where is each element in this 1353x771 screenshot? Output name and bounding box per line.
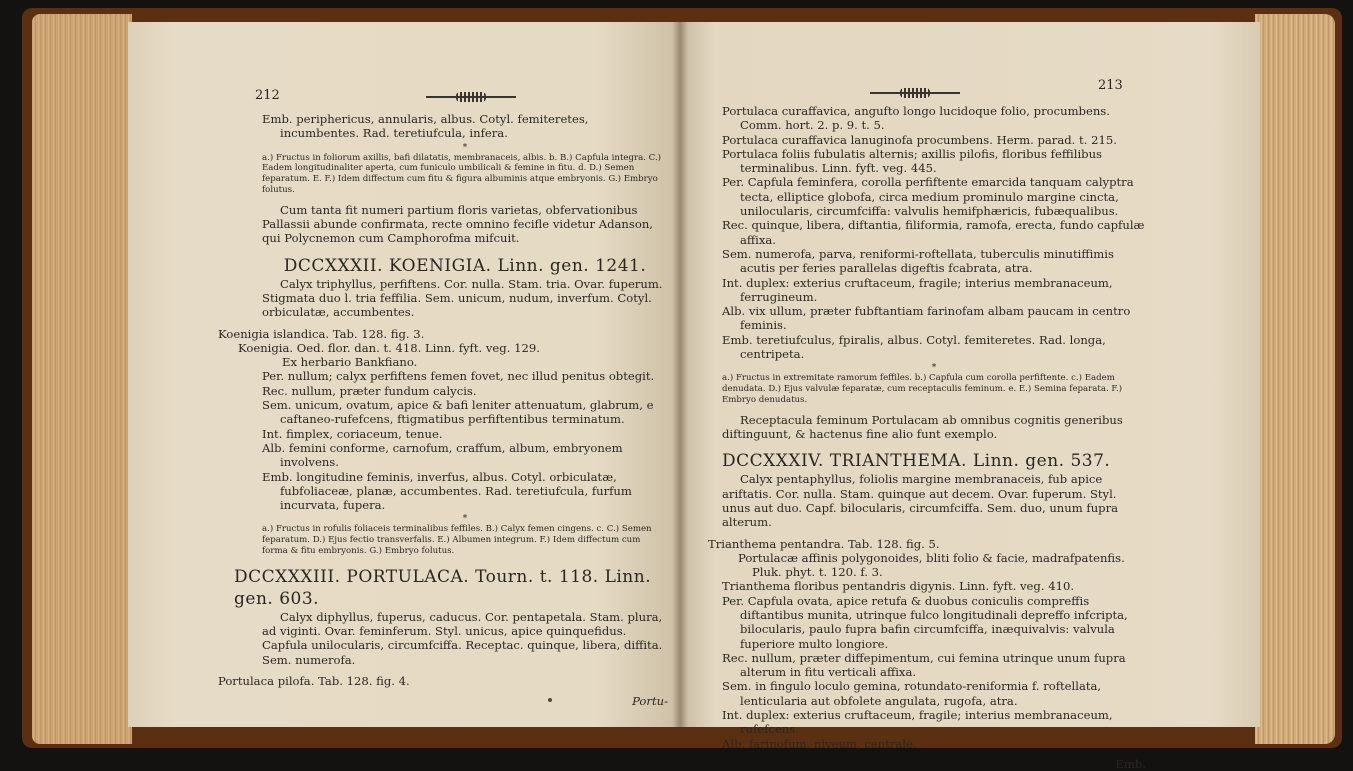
text-line: Sem. numerofa, parva, reniformi-roftellata, tuberculis minutiffimis acutis per feries parallelas digeftis fcabrata, atra. — [722, 246, 1114, 276]
text-line: Alb. farinofum, niveum, centrale. — [722, 736, 917, 751]
text-line: Emb. teretiufculus, fpiralis, albus. Cotyl. femiteretes. Rad. longa, centripeta. — [722, 332, 1106, 362]
text-line: Receptacula feminum Portulacam ab omnibus cognitis generibus diftinguunt, & hactenus fine alio funt exemplo. — [722, 412, 1123, 442]
figure-caption: a.) Fructus in rofulis foliaceis terminalibus feffiles. B.) Calyx femen cingens. c. C.) Semen feparatum. D.) Ejus fectio transverfalis. E.) Albumen integrum. F.) Idem diffectum cum forma & fitu embryonis. G.) Embryo folutus. — [262, 524, 652, 557]
text-line: Per. nullum; calyx perfiftens femen fovet, nec illud penitus obtegit. — [262, 369, 655, 384]
text-line: Sem. unicum, ovatum, apice & bafi leniter attenuatum, glabrum, e caftaneo-rufefcens, ftigmatibus perfiftentibus terminatum. — [262, 398, 654, 427]
right-text-column — [708, 82, 1146, 771]
text-line: Rec. nullum, præter fundum calycis. — [262, 383, 477, 398]
species-heading: Koenigia islandica. Tab. 128. fig. 3. — [218, 326, 425, 341]
text-line: Portulaca curaffavica, angufto longo lucidoque folio, procumbens. Comm. hort. 2. p. 9. t. 5. — [722, 104, 1110, 133]
text-line: Per. Capfula feminfera, corolla perfiftente emarcida tanquam calyptra tecta, elliptice globofa, circa medium prominulo margine cincta, unilocularis, circumfciffa: valvulis hemifphæricis, fubæqualibus. — [722, 175, 1134, 219]
text-line: Emb. longitudine feminis, inverfus, albus. Cotyl. orbiculatæ, fubfoliaceæ, planæ, accumbentes. Rad. teretiufcula, furfum incurvata, fupera. — [262, 469, 632, 513]
text-line: Ex herbario Bankfiano. — [282, 355, 418, 370]
text-line: Portulaca curaffavica lanuginofa procumbens. Herm. parad. t. 215. — [722, 132, 1117, 147]
text-line: Calyx triphyllus, perfiftens. Cor. nulla. Stam. tria. Ovar. fuperum. Stigmata duo l. tria feffilia. Sem. unicum, nudum, inverfum. Cotyl. orbiculatæ, accumbentes. — [262, 276, 663, 320]
text-line: Emb. periphericus, annularis, albus. Cotyl. femiteretes, incumbentes. Rad. teretiufcula, infera. — [262, 112, 589, 141]
genus-heading: DCCXXXIV. TRIANTHEMA. Linn. gen. 537. — [722, 451, 1111, 472]
figure-caption: a.) Fructus in foliorum axillis, bafi dilatatis, membranaceis, albis. b. B.) Capfula integra. C.) Eadem longitudinaliter aperta, cum funiculo umbilicali & femine in fitu. d. D.) Semen feparatum. E. F.) Idem diffectum cum fitu & figura albuminis atque embryonis. G.) Embryo folutus. — [262, 152, 662, 195]
left-page-number: 212 — [255, 88, 280, 103]
text-line: Rec. nullum, præter diffepimentum, cui femina utrinque unum fupra alterum in fitu verticali affixa. — [722, 650, 1126, 680]
text-line: Cum tanta fit numeri partium floris varietas, obfervationibus Pallassii abunde confirmata, recte omnino fecifle videtur Adanson, qui Polycnemon cum Camphorofma mifcuit. — [262, 202, 653, 246]
species-heading: Trianthema pentandra. Tab. 128. fig. 5. — [708, 536, 940, 551]
text-line: Per. Capfula ovata, apice retufa & duobus coniculis compreffis diftantibus munita, utrinque fulco longitudinali depreffo infcripta, bilocularis, paulo fupra bafin circumfciffa, inæquivalvis: valvula fuperiore multo longiore. — [722, 593, 1128, 651]
text-line: Portulacæ affinis polygonoides, bliti folio & facie, madrafpatenfis. Pluk. phyt. t. 120. f. 3. — [738, 550, 1125, 580]
right-page-number: 213 — [1098, 78, 1123, 93]
section-asterisk: * — [462, 142, 468, 153]
page-edges-right — [1255, 14, 1335, 744]
text-line: Portulaca foliis fubulatis alternis; axillis pilofis, floribus feffilibus terminalibus. Linn. fyft. veg. 445. — [722, 146, 1103, 176]
figure-caption: a.) Fructus in extremitate ramorum feffiles. b.) Capfula cum corolla perfiftente. c.) Eadem denudata. D.) Ejus valvulæ feparatæ, cum receptaculis feminum. e. E.) Semina feparata. F.) Embryo denudatus. — [722, 373, 1123, 405]
text-line: Calyx pentaphyllus, foliolis margine membranaceis, fub apice ariftatis. Cor. nulla. Stam. quinque aut decem. Ovar. fuperum. Styl. unus aut duo. Capf. bilocularis, circumfciffa. Sem. duo, unum fupra alterum. — [722, 472, 1119, 530]
text-line: Int. duplex: exterius cruftaceum, fragile; interius membranaceum, ferrugineum. — [722, 275, 1113, 304]
section-asterisk: * — [931, 363, 937, 374]
text-line: Rec. quinque, libera, diftantia, filiformia, ramofa, erecta, fundo capfulæ affixa. — [722, 218, 1145, 247]
page-speck — [548, 698, 552, 702]
text-line: Trianthema floribus pentandris digynis. Linn. fyft. veg. 410. — [722, 579, 1075, 594]
text-line: Int. fimplex, coriaceum, tenue. — [262, 426, 443, 441]
catchword: Portu- — [632, 694, 668, 709]
left-text-column — [218, 88, 668, 709]
page-edges-left — [32, 14, 132, 744]
book-gutter — [672, 22, 688, 727]
text-line: Alb. vix ullum, præter fubftantiam farinofam albam paucam in centro feminis. — [722, 304, 1131, 333]
species-heading: Portulaca pilofa. Tab. 128. fig. 4. — [218, 674, 410, 688]
text-line: Calyx diphyllus, fuperus, caducus. Cor. pentapetala. Stam. plura, ad viginti. Ovar. feminferum. Styl. unicus, apice quinquefidus. Capfula unilocularis, circumfciffa. Receptac. quinque, libera, diffita. Sem. numerofa. — [262, 609, 663, 667]
section-asterisk: * — [462, 514, 468, 525]
text-line: Int. duplex: exterius cruftaceum, fragile; interius membranaceum, rufefcens. — [722, 708, 1113, 737]
genus-heading: DCCXXXII. KOENIGIA. Linn. gen. 1241. — [283, 255, 647, 276]
text-line: Koenigia. Oed. flor. dan. t. 418. Linn. fyft. veg. 129. — [238, 340, 540, 355]
catchword: Emb. — [1115, 756, 1146, 771]
text-line: Alb. femini conforme, carnofum, craffum, album, embryonem involvens. — [262, 440, 623, 470]
genus-heading: DCCXXXIII. PORTULACA. Tourn. t. 118. Linn. gen. 603. — [234, 566, 652, 609]
text-line: Sem. in fingulo loculo gemina, rotundato-reniformia f. roftellata, lenticularia aut obfolete angulata, rugofa, atra. — [722, 679, 1102, 708]
